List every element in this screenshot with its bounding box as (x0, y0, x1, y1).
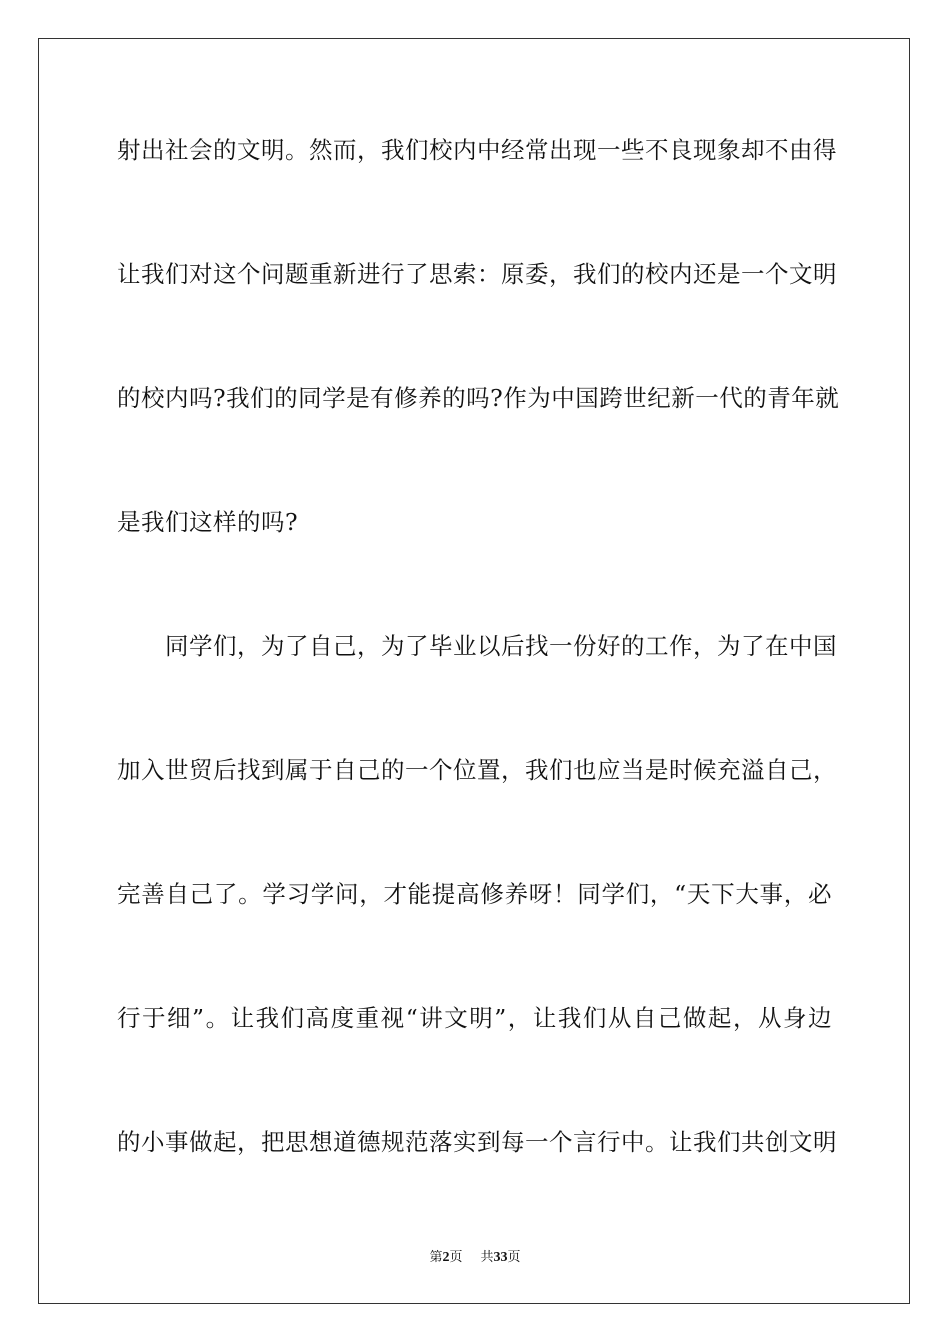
paragraph-line: 射出社会的文明。然而，我们校内中经常出现一些不良现象却不由得 (117, 136, 837, 164)
paragraph-line: 的校内吗?我们的同学是有修养的吗?作为中国跨世纪新一代的青年就 (117, 384, 840, 412)
paragraph-line: 完善自己了。学习学问，才能提高修养呀！同学们，“天下大事，必 (117, 880, 832, 908)
footer-page-number: 2 (442, 1250, 450, 1265)
footer-page-prefix: 第 (429, 1250, 443, 1265)
footer-total-prefix: 共 (480, 1250, 494, 1265)
paragraph-line: 同学们，为了自己，为了毕业以后找一份好的工作，为了在中国 (165, 632, 837, 660)
page-border (38, 38, 910, 1304)
paragraph-line: 的小事做起，把思想道德规范落实到每一个言行中。让我们共创文明 (117, 1128, 837, 1156)
paragraph-line: 加入世贸后找到属于自己的一个位置，我们也应当是时候充溢自己， (117, 756, 837, 784)
footer-total-suffix: 页 (507, 1250, 521, 1265)
paragraph-line: 是我们这样的吗? (117, 508, 299, 536)
footer-total-number: 33 (493, 1250, 508, 1265)
paragraph-line: 行于细”。让我们高度重视“讲文明”，让我们从自己做起，从身边 (117, 1004, 832, 1032)
footer-page-suffix: 页 (449, 1250, 463, 1265)
paragraph-line: 让我们对这个问题重新进行了思索：原委，我们的校内还是一个文明 (117, 260, 837, 288)
page-footer (0, 1246, 950, 1266)
